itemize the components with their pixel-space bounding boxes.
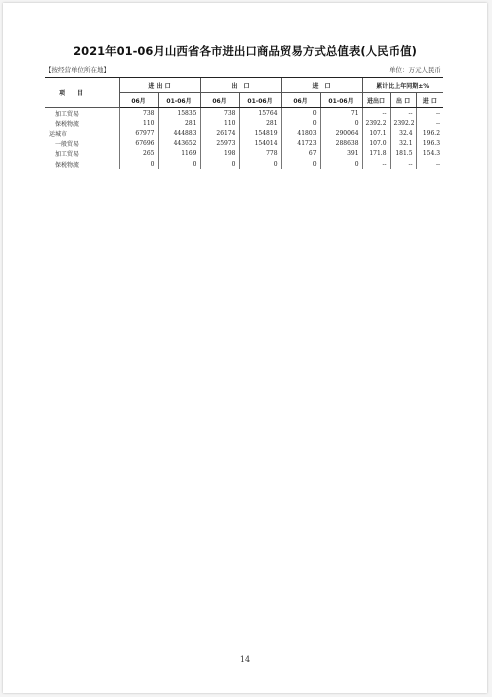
table-cell: 0 — [281, 159, 320, 169]
page-title: 2021年01-06月山西省各市进出口商品贸易方式总值表(人民币值) — [73, 44, 417, 58]
table-cell: 67696 — [119, 139, 158, 149]
table-cell: 25973 — [200, 139, 239, 149]
table-cell: 196.2 — [416, 128, 443, 138]
table-cell: 32.1 — [390, 139, 416, 149]
table-row — [45, 149, 443, 159]
table-cell: 107.0 — [362, 139, 390, 149]
item-column-header: 项 目 — [45, 78, 119, 108]
row-label: 运城市 — [49, 130, 68, 138]
table-cell: 0 — [239, 159, 281, 169]
table-cell: 0 — [200, 159, 239, 169]
table-cell: 198 — [200, 149, 239, 159]
table-cell: 67 — [281, 149, 320, 159]
subheader: 进 口 — [416, 93, 443, 108]
table-cell: 2392.2 — [390, 118, 416, 128]
table-cell: 110 — [119, 118, 158, 128]
trade-statistics-table — [45, 77, 443, 169]
table-cell: 110 — [200, 118, 239, 128]
table-cell: 32.4 — [390, 128, 416, 138]
table-cell: 107.1 — [362, 128, 390, 138]
group-header-yoy-change: 累计比上年同期±% — [362, 78, 443, 93]
table-row — [45, 159, 443, 169]
table-cell: 15835 — [158, 108, 200, 119]
table-body — [45, 108, 443, 170]
table-cell: 778 — [239, 149, 281, 159]
row-label: 保税物流 — [55, 120, 80, 128]
page-number: 14 — [239, 655, 251, 664]
table-cell: -- — [390, 159, 416, 169]
table-row — [45, 118, 443, 128]
subheader: 出 口 — [390, 93, 416, 108]
classification-note: 【按经营单位所在地】 — [45, 66, 110, 74]
table-cell: 154014 — [239, 139, 281, 149]
subheader: 01-06月 — [239, 93, 281, 108]
row-label: 加工贸易 — [55, 110, 80, 118]
header-row-groups — [45, 78, 443, 93]
unit-note: 单位：万元人民币 — [389, 66, 441, 74]
table-cell: -- — [362, 108, 390, 119]
table-cell: 0 — [281, 108, 320, 119]
table-cell: 0 — [320, 118, 362, 128]
table-row — [45, 108, 443, 119]
subheader: 01-06月 — [158, 93, 200, 108]
subheader: 06月 — [119, 93, 158, 108]
table-cell: -- — [390, 108, 416, 119]
table-cell: 26174 — [200, 128, 239, 138]
table-cell: 738 — [119, 108, 158, 119]
table-cell: 443652 — [158, 139, 200, 149]
table-cell: 0 — [320, 159, 362, 169]
table-cell: 265 — [119, 149, 158, 159]
table-cell: 738 — [200, 108, 239, 119]
table-cell: 2392.2 — [362, 118, 390, 128]
row-label: 一般贸易 — [55, 141, 80, 149]
table-cell: 71 — [320, 108, 362, 119]
table-cell: -- — [416, 118, 443, 128]
subheader: 进出口 — [362, 93, 390, 108]
subheader: 01-06月 — [320, 93, 362, 108]
row-label: 保税物流 — [55, 161, 80, 169]
table-cell: 444883 — [158, 128, 200, 138]
table-cell: 0 — [119, 159, 158, 169]
table-cell: -- — [416, 108, 443, 119]
table-cell: 154819 — [239, 128, 281, 138]
table-cell: 171.8 — [362, 149, 390, 159]
table-cell: 196.3 — [416, 139, 443, 149]
table-cell: 181.5 — [390, 149, 416, 159]
row-label: 加工贸易 — [55, 151, 80, 159]
table-cell: 281 — [239, 118, 281, 128]
table-cell: 391 — [320, 149, 362, 159]
table-cell: -- — [416, 159, 443, 169]
subheader: 06月 — [281, 93, 320, 108]
group-header-total: 进 出 口 — [119, 78, 200, 93]
table-cell: 290064 — [320, 128, 362, 138]
table-cell: 1169 — [158, 149, 200, 159]
group-header-export: 出 口 — [200, 78, 281, 93]
table-cell: 288638 — [320, 139, 362, 149]
table-cell: 41723 — [281, 139, 320, 149]
table-cell: -- — [362, 159, 390, 169]
subheader: 06月 — [200, 93, 239, 108]
table-cell: 0 — [158, 159, 200, 169]
table-cell: 281 — [158, 118, 200, 128]
table-cell: 154.3 — [416, 149, 443, 159]
group-header-import: 进 口 — [281, 78, 362, 93]
table-cell: 67977 — [119, 128, 158, 138]
table-cell: 0 — [281, 118, 320, 128]
table-row — [45, 128, 443, 138]
document-page — [3, 3, 487, 693]
table-row — [45, 139, 443, 149]
table-cell: 15764 — [239, 108, 281, 119]
table-cell: 41803 — [281, 128, 320, 138]
